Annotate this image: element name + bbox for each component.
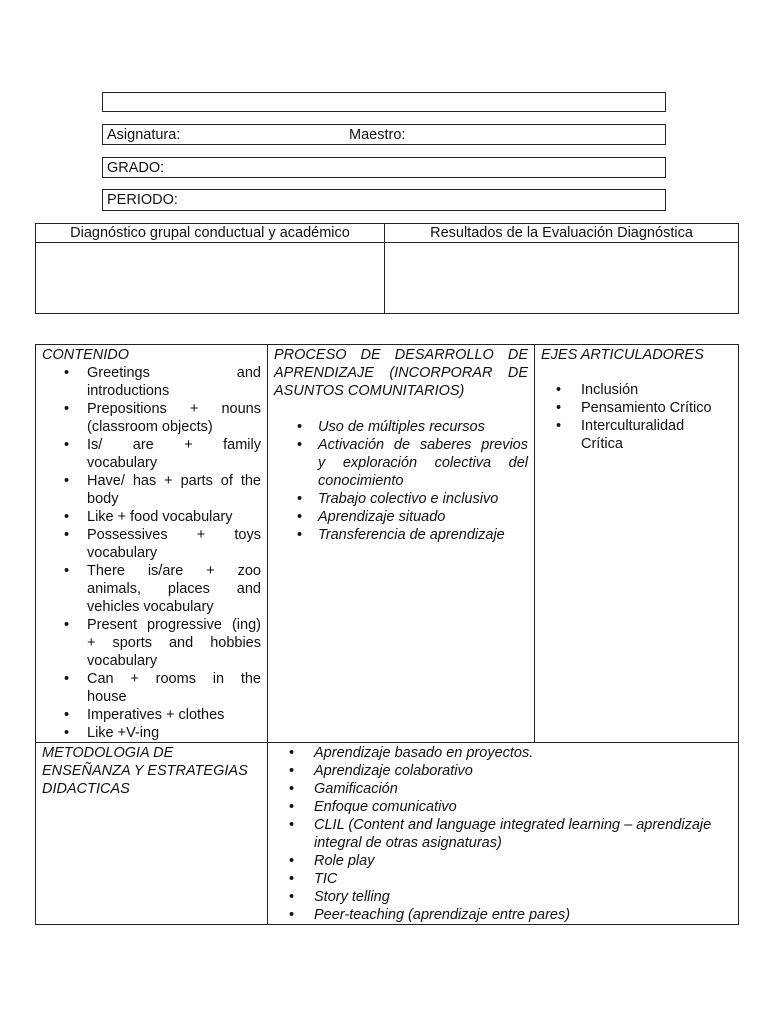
metodologia-title-line: DIDACTICAS [42, 781, 130, 797]
ejes-item [541, 381, 732, 399]
contenido-item [42, 508, 261, 526]
metodologia-item-line: • Role play [314, 853, 375, 869]
planning-table [35, 344, 739, 925]
metodologia-item-line: • Gamificación [314, 781, 398, 797]
ejes-item [541, 417, 732, 453]
ejes-item-line: Crítica [581, 436, 623, 452]
contenido-item-line: vocabulary [87, 455, 158, 471]
proceso-title-line: APRENDIZAJE (INCORPORAR DE [274, 365, 528, 381]
metodologia-title-line: METODOLOGIA DE [42, 745, 174, 761]
ejes-item [541, 399, 732, 417]
proceso-item-line: y exploración colectiva del [318, 455, 528, 471]
metodologia-item [274, 780, 732, 798]
diagnostic-header-conductual: Diagnóstico grupal conductual y académico [36, 224, 385, 243]
contenido-item-line: • Possessives + toys [87, 527, 261, 543]
contenido-item-line: • Have/ has + parts of the [87, 473, 261, 489]
contenido-item-line: house [87, 689, 127, 705]
ejes-item-line: • Pensamiento Crítico [581, 400, 712, 416]
proceso-item [274, 526, 528, 544]
ejes-list [541, 381, 732, 453]
contenido-item [42, 706, 261, 724]
ejes-item-line: • Interculturalidad [581, 418, 685, 434]
proceso-item-line: • Transferencia de aprendizaje [318, 527, 505, 543]
metodologia-item-line: • Aprendizaje basado en proyectos. [314, 745, 534, 761]
grado-box [102, 157, 666, 178]
contenido-item-line: animals, places and [87, 581, 261, 597]
ejes-cell [535, 345, 739, 743]
contenido-item-line: • Present progressive (ing) [87, 617, 261, 633]
contenido-item [42, 724, 261, 742]
metodologia-item [274, 888, 732, 906]
proceso-title-line: ASUNTOS COMUNITARIOS) [274, 383, 465, 399]
contenido-item-line: • Prepositions + nouns [87, 401, 261, 417]
proceso-item [274, 418, 528, 436]
ejes-title: EJES ARTICULADORES [541, 347, 704, 363]
asignatura-label: Asignatura: [107, 127, 181, 143]
periodo-box [102, 189, 666, 211]
diagnostic-conductual-cell [36, 243, 385, 314]
proceso-item [274, 436, 528, 490]
contenido-item [42, 364, 261, 400]
contenido-item [42, 472, 261, 508]
contenido-item-line: • There is/are + zoo [87, 563, 261, 579]
contenido-item-line: • Imperatives + clothes [87, 707, 225, 723]
contenido-item [42, 616, 261, 670]
metodologia-item-line: • Enfoque comunicativo [314, 799, 457, 815]
metodologia-title-cell [36, 743, 268, 925]
proceso-item [274, 490, 528, 508]
metodologia-item-line: • CLIL (Content and language integrated learning – aprendizaje [314, 817, 712, 833]
metodologia-item-line: • Peer-teaching (aprendizaje entre pares) [314, 907, 571, 923]
asignatura-maestro-box [102, 124, 666, 145]
contenido-item-line: • Is/ are + family [87, 437, 261, 453]
contenido-item [42, 526, 261, 562]
proceso-cell [268, 345, 535, 743]
maestro-label: Maestro: [349, 127, 406, 143]
metodologia-item [274, 870, 732, 888]
metodologia-list [274, 744, 732, 924]
proceso-list [274, 418, 528, 544]
ejes-item-line: • Inclusión [581, 382, 639, 398]
metodologia-item [274, 744, 732, 762]
contenido-item-line: vehicles vocabulary [87, 599, 214, 615]
contenido-cell [36, 345, 268, 743]
contenido-item-line: • Greetings and [87, 365, 261, 381]
metodologia-item [274, 762, 732, 780]
grado-label: GRADO: [107, 160, 165, 176]
contenido-item-line: • Like + food vocabulary [87, 509, 233, 525]
metodologia-item [274, 798, 732, 816]
proceso-item-line: • Aprendizaje situado [318, 509, 446, 525]
metodologia-title [36, 743, 267, 798]
proceso-item-line: • Uso de múltiples recursos [318, 419, 485, 435]
metodologia-item [274, 852, 732, 870]
contenido-item [42, 436, 261, 472]
metodologia-item-line: integral de otras asignaturas) [314, 835, 502, 851]
contenido-item [42, 400, 261, 436]
school-name-box [102, 92, 666, 112]
contenido-item-line: + sports and hobbies [87, 635, 261, 651]
contenido-item [42, 562, 261, 616]
contenido-item-line: • Like +V-ing [87, 725, 160, 741]
metodologia-cell [268, 743, 739, 925]
contenido-item-line: body [87, 491, 119, 507]
periodo-label: PERIODO: [107, 192, 178, 208]
contenido-item-line: introductions [87, 383, 170, 399]
metodologia-item-line: • Story telling [314, 889, 390, 905]
diagnostic-table [35, 223, 739, 314]
diagnostic-header-resultados: Resultados de la Evaluación Diagnóstica [385, 224, 739, 243]
metodologia-item-line: • TIC [314, 871, 338, 887]
contenido-item-line: (classroom objects) [87, 419, 213, 435]
proceso-item-line: • Trabajo colectivo e inclusivo [318, 491, 499, 507]
contenido-title: CONTENIDO [42, 347, 129, 363]
proceso-title [274, 346, 528, 400]
metodologia-item-line: • Aprendizaje colaborativo [314, 763, 473, 779]
contenido-list [42, 364, 261, 742]
proceso-item-line: • Activación de saberes previos [318, 437, 528, 453]
metodologia-item [274, 816, 732, 852]
proceso-item [274, 508, 528, 526]
contenido-item-line: vocabulary [87, 653, 158, 669]
contenido-item-line: • Can + rooms in the [87, 671, 261, 687]
proceso-item-line: conocimiento [318, 473, 404, 489]
contenido-item-line: vocabulary [87, 545, 158, 561]
proceso-title-line: PROCESO DE DESARROLLO DE [274, 347, 528, 363]
diagnostic-resultados-cell [385, 243, 739, 314]
metodologia-item [274, 906, 732, 924]
contenido-item [42, 670, 261, 706]
metodologia-title-line: ENSEÑANZA Y ESTRATEGIAS [42, 763, 248, 779]
